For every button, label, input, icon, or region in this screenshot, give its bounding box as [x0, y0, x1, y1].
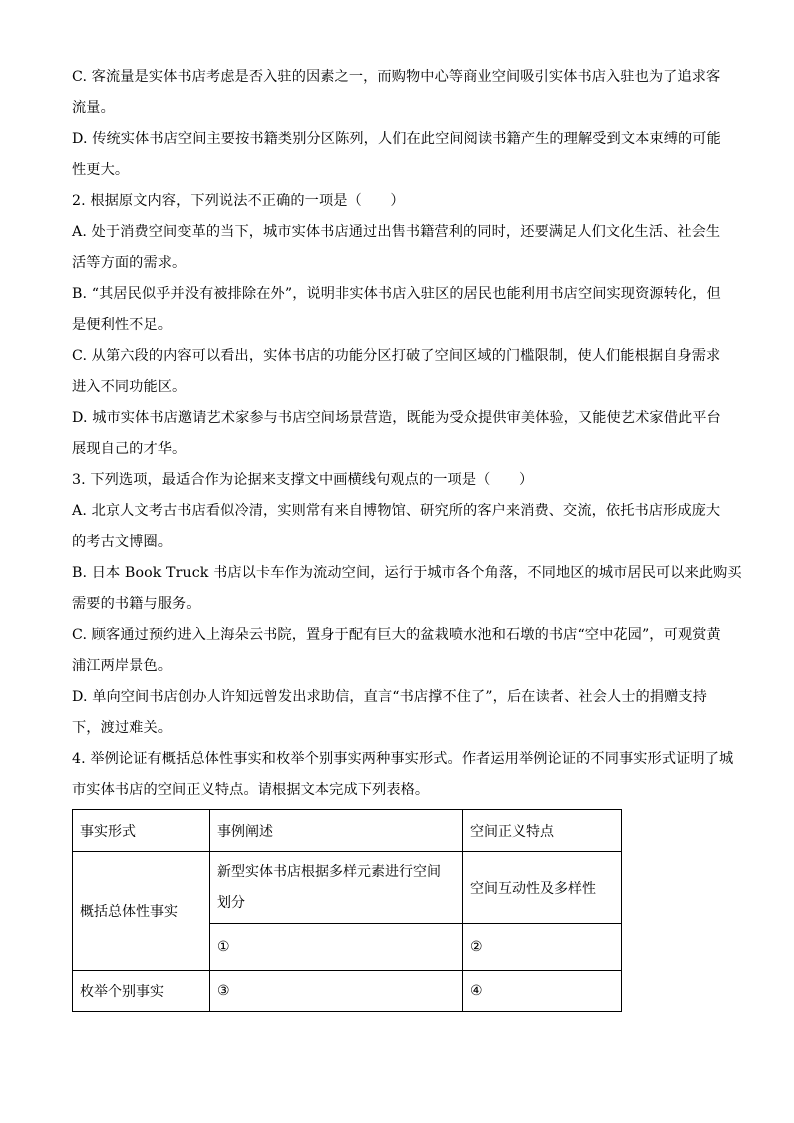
q3-option-a-line-2: 的考古文博圈。	[72, 534, 173, 550]
q3-option-b-line-1: B. 日本 Book Truck 书店以卡车作为流动空间，运行于城市各个角落，不同地区的城市居民可以来此购买	[72, 565, 742, 581]
blank-3[interactable]: ③	[210, 971, 463, 1012]
row1-description-line-2: 划分	[217, 894, 245, 911]
q3-option-c-line-2: 浦江两岸景色。	[72, 658, 173, 674]
header-fact-form: 事实形式	[73, 810, 210, 852]
q2-option-b-line-2: 是便利性不足。	[72, 317, 173, 333]
q2-option-d-line-2: 展现自己的才华。	[72, 441, 187, 457]
table-row	[73, 971, 622, 1012]
answer-table	[72, 809, 622, 1012]
row-label-general: 概括总体性事实	[73, 852, 210, 971]
option-d-line-1: D. 传统实体书店空间主要按书籍类别分区陈列，人们在此空间阅读书籍产生的理解受到文本束缚的可能	[72, 131, 721, 147]
q2-option-d-line-1: D. 城市实体书店邀请艺术家参与书店空间场景营造，既能为受众提供审美体验，又能使艺术家借此平台	[72, 410, 721, 426]
q2-option-a-line-2: 活等方面的需求。	[72, 255, 187, 271]
question-4-stem-line-2: 市实体书店的空间正义特点。请根据文本完成下列表格。	[72, 782, 430, 798]
question-4-stem-line-1: 4. 举例论证有概括总体性事实和枚举个别事实两种事实形式。作者运用举例论证的不同事实形式证明了城	[72, 751, 734, 767]
q3-option-b-line-2: 需要的书籍与服务。	[72, 596, 201, 612]
q3-option-d-line-2: 下，渡过难关。	[72, 720, 173, 736]
option-c-line-1: C. 客流量是实体书店考虑是否入驻的因素之一，而购物中心等商业空间吸引实体书店入驻也为了追求客	[72, 69, 721, 85]
row-label-individual: 枚举个别事实	[73, 971, 210, 1012]
question-2-stem: 2. 根据原文内容，下列说法不正确的一项是（ ）	[72, 193, 405, 209]
q2-option-c-line-2: 进入不同功能区。	[72, 379, 187, 395]
question-text	[72, 62, 742, 806]
row1-description	[210, 852, 463, 924]
option-c-line-2: 流量。	[72, 100, 115, 116]
q3-option-d-line-1: D. 单向空间书店创办人许知远曾发出求助信，直言“书店撑不住了”，后在读者、社会人士的捐赠支持	[72, 689, 707, 705]
blank-2[interactable]: ②	[463, 924, 622, 971]
q3-option-a-line-1: A. 北京人文考古书店看似冷清，实则常有来自博物馆、研究所的客户来消费、交流，依托书店形成庞大	[72, 503, 721, 519]
table-row	[73, 852, 622, 924]
row1-description-line-1: 新型实体书店根据多样元素进行空间	[217, 863, 441, 880]
header-example: 事例阐述	[210, 810, 463, 852]
q3-option-c-line-1: C. 顾客通过预约进入上海朵云书院，置身于配有巨大的盆栽喷水池和石墩的书店“空中花园”，可观赏黄	[72, 627, 721, 643]
table-header-row	[73, 810, 622, 852]
header-feature: 空间正义特点	[463, 810, 622, 852]
blank-4[interactable]: ④	[463, 971, 622, 1012]
q2-option-b-line-1: B. “其居民似乎并没有被排除在外”，说明非实体书店入驻区的居民也能利用书店空间实现资源转化，但	[72, 286, 721, 302]
question-3-stem: 3. 下列选项，最适合作为论据来支撑文中画横线句观点的一项是（ ）	[72, 472, 534, 488]
q2-option-a-line-1: A. 处于消费空间变革的当下，城市实体书店通过出售书籍营利的同时，还要满足人们文化生活、社会生	[72, 224, 721, 240]
q2-option-c-line-1: C. 从第六段的内容可以看出，实体书店的功能分区打破了空间区域的门槛限制，使人们能根据自身需求	[72, 348, 721, 364]
blank-1[interactable]: ①	[210, 924, 463, 971]
row1-feature: 空间互动性及多样性	[463, 852, 622, 924]
option-d-line-2: 性更大。	[72, 162, 130, 178]
